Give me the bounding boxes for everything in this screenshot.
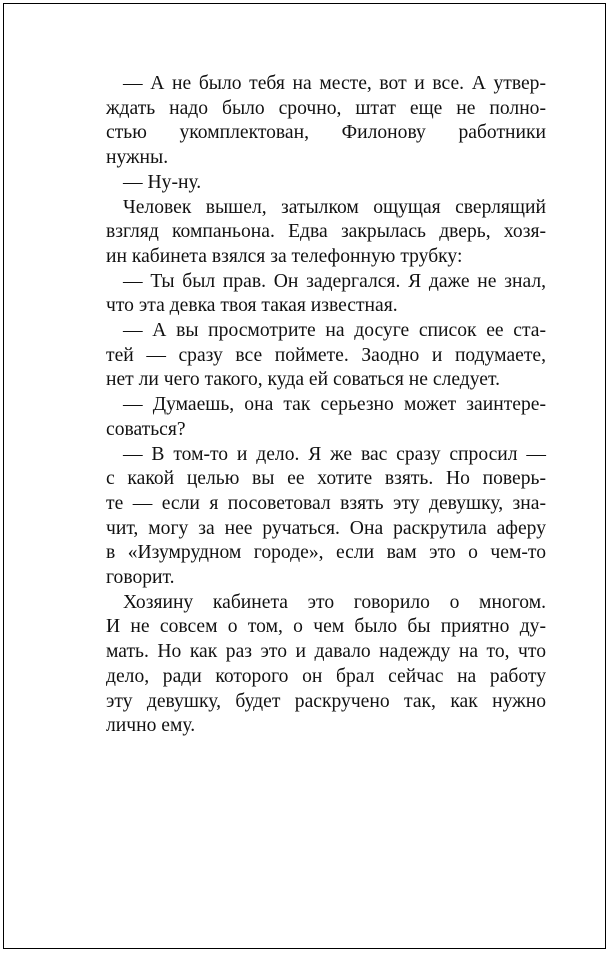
text-line: ждать надо было срочно, штат еще не полно-	[106, 97, 546, 119]
text-line: чит, могу за нее ручаться. Она раскрутила аферу	[106, 517, 546, 539]
paragraph-8	[106, 591, 546, 739]
text-line: лично ему.	[106, 715, 196, 737]
text-line: — А вы просмотрите на досуге список ее ста-	[123, 320, 546, 342]
paragraph-3	[106, 196, 546, 270]
text-line: дело, ради которого он брал сейчас на работу	[106, 665, 546, 687]
text-line: соваться?	[106, 418, 186, 440]
text-line: — Ты был прав. Он задергался. Я даже не знал,	[123, 270, 546, 292]
text-line: нет ли чего такого, куда ей соваться не следует.	[106, 369, 500, 391]
page-frame	[3, 3, 606, 949]
text-line: ин кабинета взялся за телефонную трубку:	[106, 245, 463, 267]
paragraph-6	[106, 393, 546, 442]
text-line: в «Изумрудном городе», если вам это о чем-то	[106, 542, 546, 564]
text-line: Хозяину кабинета это говорило о многом.	[123, 591, 546, 613]
paragraph-5	[106, 319, 546, 393]
body-text	[106, 72, 546, 739]
text-line: тей — сразу все поймете. Заодно и подумаете,	[106, 344, 546, 366]
text-line: взгляд компаньона. Едва закрылась дверь, хозя-	[106, 221, 546, 243]
text-line: — Ну-ну.	[123, 171, 202, 193]
text-line: Человек вышел, затылком ощущая сверлящий	[123, 196, 546, 218]
text-line: мать. Но как раз это и давало надежду на то, что	[106, 641, 546, 663]
text-line: что эта девка твоя такая известная.	[106, 295, 398, 317]
text-line: — А не было тебя на месте, вот и все. А утвер-	[123, 73, 546, 94]
text-line: стью укомплектован, Филонову работники	[106, 122, 546, 144]
paragraph-2	[106, 171, 546, 196]
paragraph-7	[106, 443, 546, 591]
text-line: те — если я посоветовал взять эту девушку, зна-	[106, 492, 546, 514]
text-line: — Думаешь, она так серьезно может заинтере-	[123, 394, 546, 416]
paragraph-1	[106, 72, 546, 171]
paragraph-4	[106, 270, 546, 319]
text-line: — В том-то и дело. Я же вас сразу спросил —	[123, 443, 546, 465]
text-line: эту девушку, будет раскручено так, как нужно	[106, 690, 546, 712]
text-line: нужны.	[106, 147, 169, 169]
text-line: И не совсем о том, о чем было бы приятно ду-	[106, 616, 546, 638]
text-line: с какой целью вы ее хотите взять. Но поверь-	[106, 468, 546, 490]
text-line: говорит.	[106, 567, 175, 589]
